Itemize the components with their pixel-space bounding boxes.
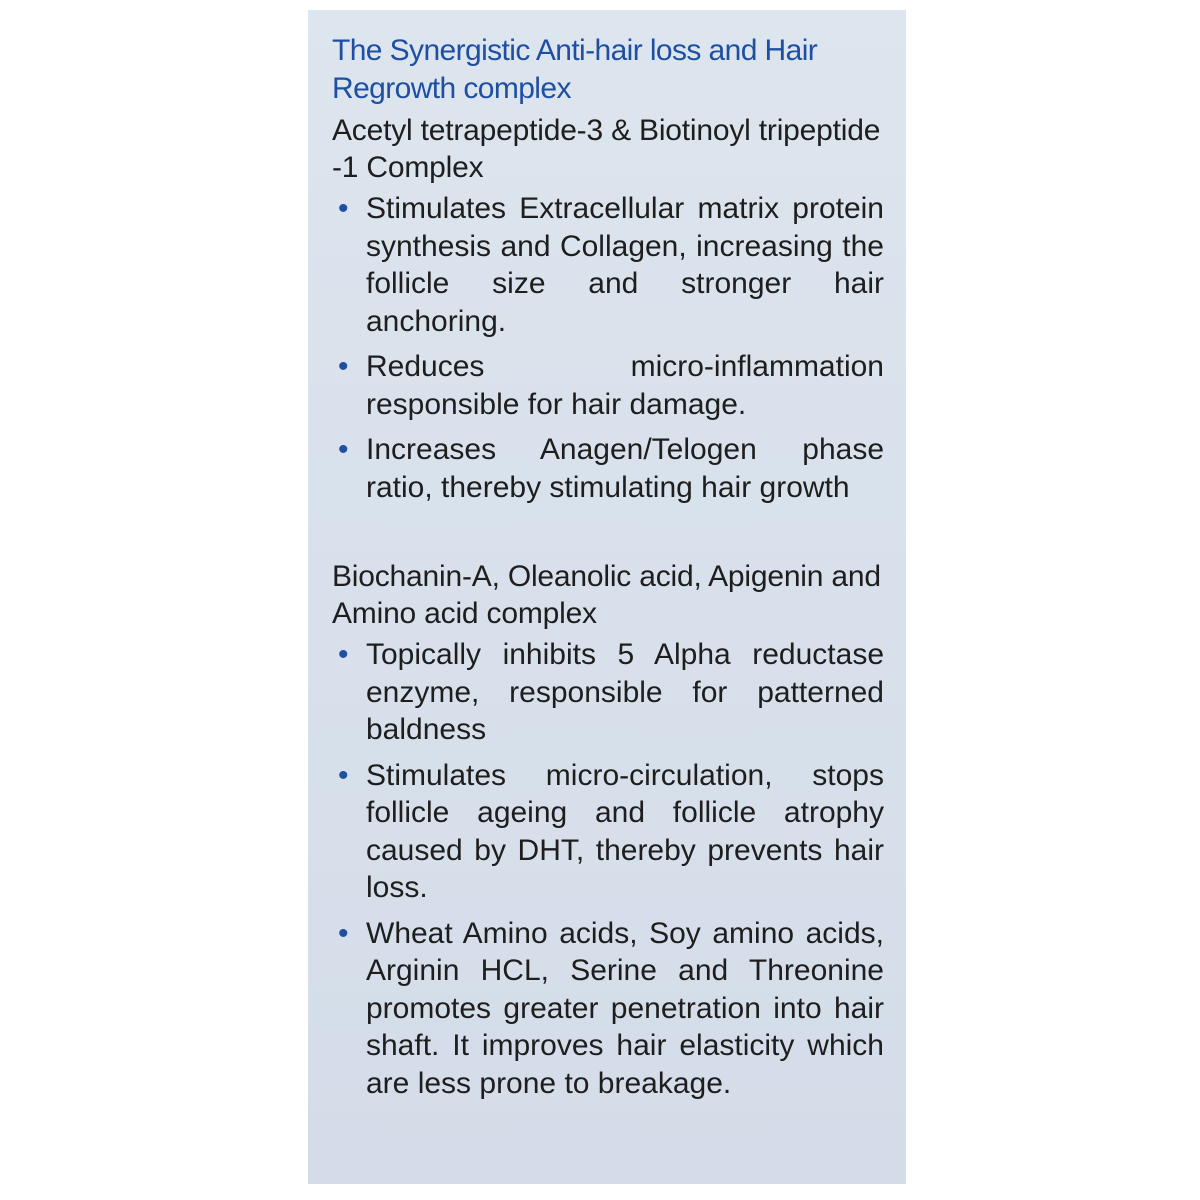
bullet-icon: • (338, 916, 349, 950)
list-item-text: Topically inhibits 5 Alpha reductase enzyme, responsible for patterned baldness (366, 638, 884, 746)
list-item (332, 915, 884, 1103)
list-item (332, 757, 884, 907)
list-item (332, 348, 884, 423)
product-label-panel (308, 10, 906, 1184)
bullet-icon: • (338, 638, 349, 671)
section-title-peptide-complex: Acetyl tetrapeptide-3 & Biotinoyl tripeptide -1 Complex (332, 114, 881, 184)
list-item-text: Reduces micro-inflammation responsible for hair damage. (366, 350, 884, 421)
list-item (332, 431, 884, 506)
bullet-icon: • (338, 433, 349, 466)
list-item-text: Stimulates micro-circulation, stops follicle ageing and follicle atrophy caused by DHT, thereby prevents hair loss. (366, 758, 884, 904)
list-item-text: Increases Anagen/Telogen phase ratio, thereby stimulating hair growth (366, 433, 884, 504)
bullet-icon: • (338, 758, 349, 792)
label-heading: The Synergistic Anti-hair loss and Hair Regrowth complex (332, 34, 818, 105)
bullet-icon: • (338, 192, 349, 225)
list-item (332, 636, 884, 749)
section-title-amino-acid-complex: Biochanin-A, Oleanolic acid, Apigenin and Amino acid complex (332, 560, 881, 630)
list-item (332, 190, 884, 340)
amino-acid-complex-benefits-list (332, 636, 884, 1102)
list-item-text: Wheat Amino acids, Soy amino acids, Arginin HCL, Serine and Threonine promotes greater penetration into hair shaft. It improves hair elasticity which are less prone to breakage. (366, 916, 884, 1100)
peptide-complex-benefits-list (332, 190, 884, 506)
bullet-icon: • (338, 350, 349, 383)
list-item-text: Stimulates Extracellular matrix protein synthesis and Collagen, increasing the follicle size and stronger hair anchoring. (366, 192, 884, 338)
